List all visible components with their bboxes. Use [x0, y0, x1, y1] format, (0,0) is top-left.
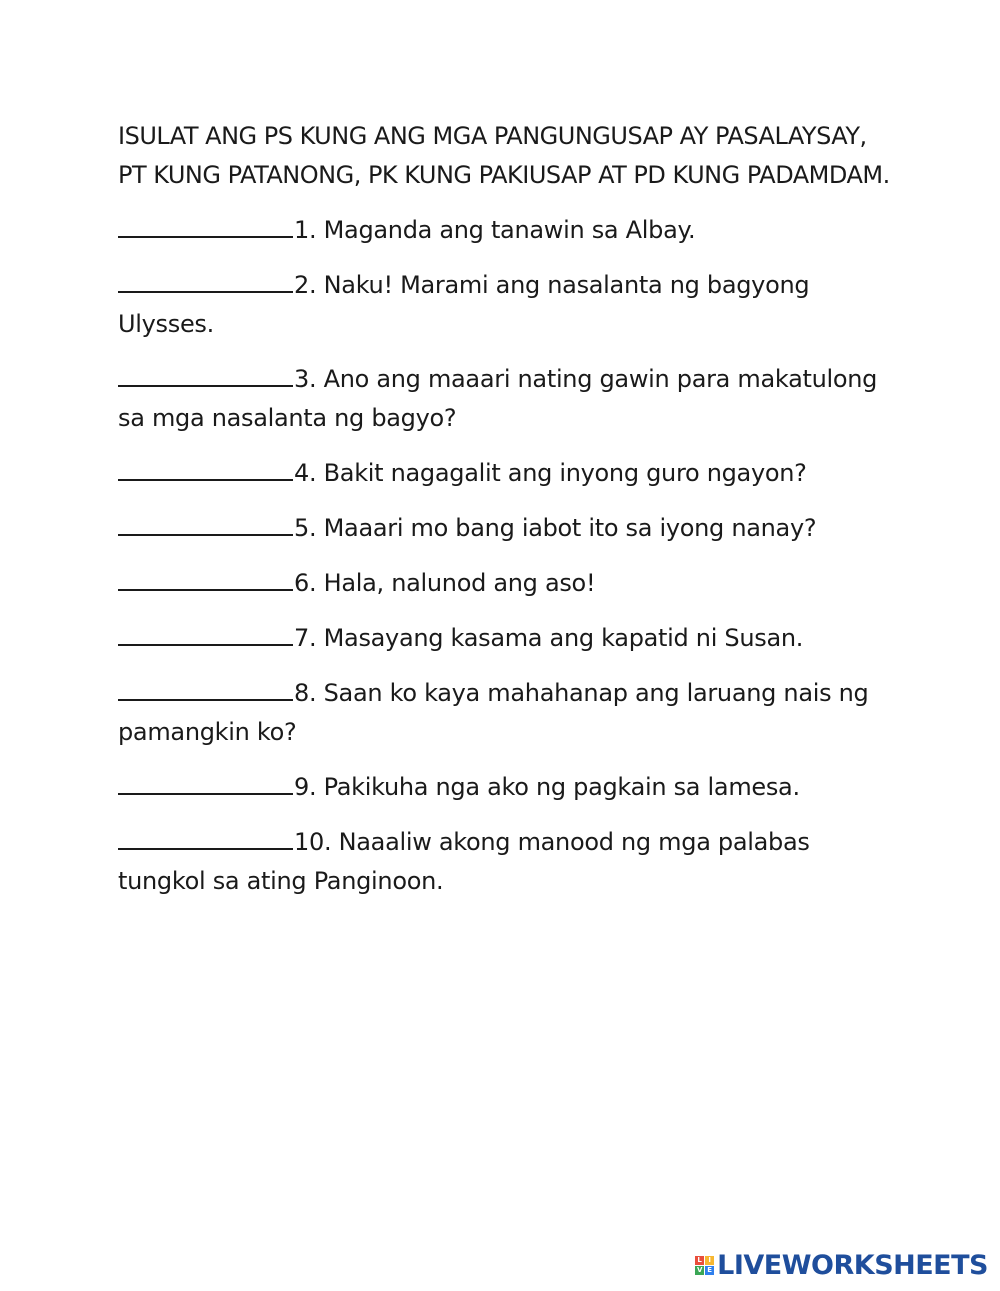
logo-mark-letter-l: L	[695, 1256, 704, 1265]
logo-mark-letter-v: V	[696, 1265, 703, 1274]
question-text-1: 1. Maganda ang tanawin sa Albay.	[294, 216, 696, 244]
answer-blank-9[interactable]	[118, 764, 293, 795]
answer-blank-7[interactable]	[118, 615, 293, 646]
logo-mark-letter-e: E	[705, 1266, 714, 1275]
question-text-6: 6. Hala, nalunod ang aso!	[294, 569, 596, 597]
question-item-8	[118, 670, 898, 752]
logo-text: LIVEWORKSHEETS	[717, 1249, 988, 1281]
question-text-8: 8. Saan ko kaya mahahanap ang laruang nais ng pamangkin ko?	[118, 679, 869, 746]
question-text-9: 9. Pakikuha nga ako ng pagkain sa lamesa.	[294, 773, 800, 801]
answer-blank-2[interactable]	[118, 262, 293, 293]
answer-blank-6[interactable]	[118, 560, 293, 591]
question-item-2	[118, 262, 898, 344]
question-item-4	[118, 450, 898, 493]
question-item-1	[118, 207, 898, 250]
question-text-4: 4. Bakit nagagalit ang inyong guro ngayon?	[294, 459, 807, 487]
answer-blank-5[interactable]	[118, 505, 293, 536]
answer-blank-4[interactable]	[118, 450, 293, 481]
answer-blank-1[interactable]	[118, 207, 293, 238]
liveworksheets-logo	[695, 1245, 988, 1285]
question-text-10: 10. Naaaliw akong manood ng mga palabas tungkol sa ating Panginoon.	[118, 828, 810, 895]
question-item-10	[118, 819, 898, 901]
question-text-7: 7. Masayang kasama ang kapatid ni Susan.	[294, 624, 804, 652]
logo-mark-icon	[695, 1256, 714, 1275]
answer-blank-8[interactable]	[118, 670, 293, 701]
question-item-3	[118, 356, 898, 438]
answer-blank-10[interactable]	[118, 819, 293, 850]
question-text-5: 5. Maaari mo bang iabot ito sa iyong nanay?	[294, 514, 817, 542]
question-item-9	[118, 764, 898, 807]
question-item-7	[118, 615, 898, 658]
question-text-2: 2. Naku! Marami ang nasalanta ng bagyong Ulysses.	[118, 271, 810, 338]
question-text-3: 3. Ano ang maaari nating gawin para makatulong sa mga nasalanta ng bagyo?	[118, 365, 878, 432]
logo-mark-letter-i: I	[705, 1256, 714, 1265]
question-item-6	[118, 560, 898, 603]
question-item-5	[118, 505, 898, 548]
instructions: ISULAT ANG PS KUNG ANG MGA PANGUNGUSAP AY PASALAYSAY, PT KUNG PATANONG, PK KUNG PAKIUSAP AT PD KUNG PADAMDAM.	[118, 122, 890, 189]
answer-blank-3[interactable]	[118, 356, 293, 387]
worksheet	[118, 117, 898, 913]
